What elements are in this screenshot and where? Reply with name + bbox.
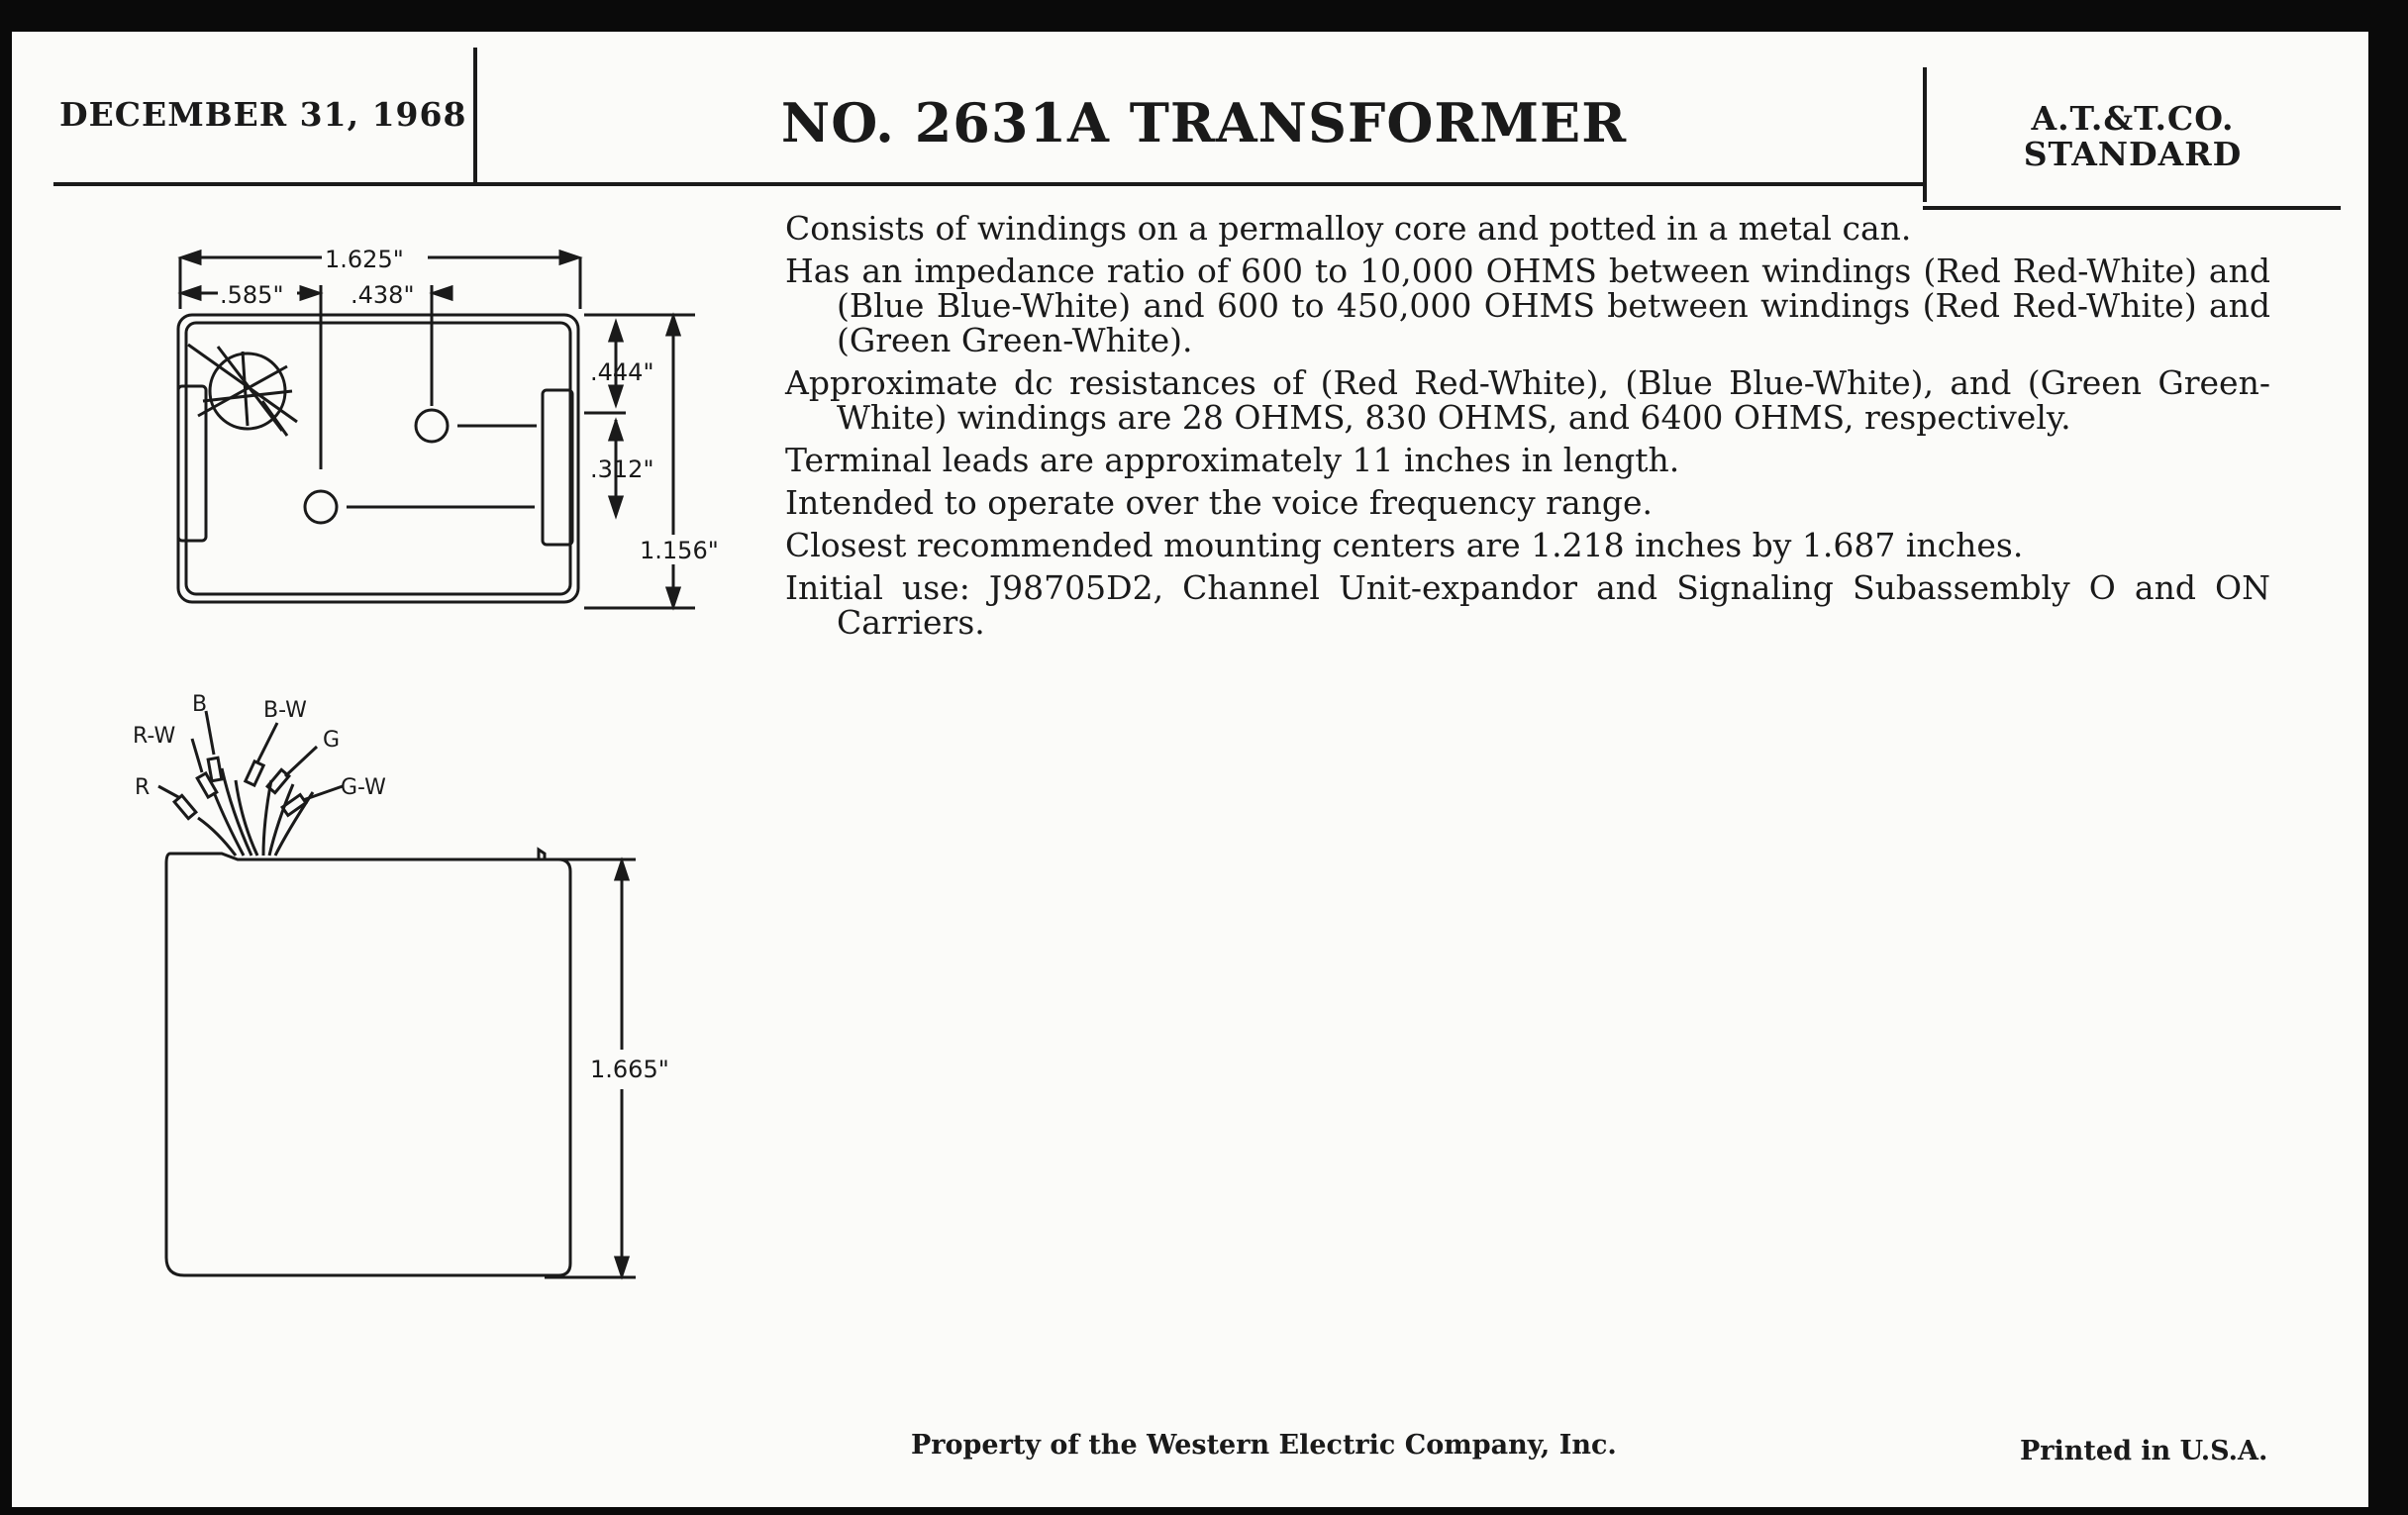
description (785, 211, 2270, 648)
dim-mid-label: .438" (351, 281, 415, 309)
dim-side-height-label: 1.665" (590, 1056, 669, 1083)
lead-label-gw: G-W (341, 775, 386, 800)
dim-width-label: 1.625" (325, 246, 404, 273)
desc-paragraph: Intended to operate over the voice frequency range. (785, 483, 1654, 522)
standard-line-2: STANDARD (2023, 135, 2243, 173)
desc-paragraph: Terminal leads are approximately 11 inches in length. (785, 441, 1680, 479)
standard-line-1: A.T.&T.CO. (2031, 99, 2235, 138)
footer-property: Property of the Western Electric Company, Inc. (911, 1430, 1617, 1461)
header-rule-left (53, 182, 1925, 186)
dim-left-label: .585" (220, 281, 284, 309)
card-edge (2368, 32, 2388, 1507)
lead-label-g: G (323, 728, 341, 753)
desc-paragraph: Closest recommended mounting centers are 1.218 inches by 1.687 inches. (785, 526, 2024, 564)
lead-label-b: B (192, 692, 208, 717)
lead-label-bw: B-W (263, 698, 307, 723)
dim-312-label: .312" (590, 455, 654, 483)
desc-paragraph: Approximate dc resistances of (Red Red-White), (Blue Blue-White), and (Green Green-White) windings are 28 OHMS, 830 OHMS, and 6400 OHMS, respectively. (785, 363, 2270, 437)
top-view-drawing (149, 228, 743, 644)
dim-444-label: .444" (590, 358, 654, 386)
footer-printed: Printed in U.S.A. (2020, 1436, 2268, 1466)
page-title: NO. 2631A TRANSFORMER (780, 91, 1628, 154)
desc-paragraph: Initial use: J98705D2, Channel Unit-expandor and Signaling Subassembly O and ON Carriers. (785, 568, 2270, 642)
header-standard (1925, 101, 2341, 172)
desc-paragraph: Has an impedance ratio of 600 to 10,000 OHMS between windings (Red Red-White) and (Blue Blue-White) and 600 to 450,000 OHMS between windings (Red Red-White) and (Green Green-White). (785, 252, 2270, 359)
desc-paragraph: Consists of windings on a permalloy core and potted in a metal can. (785, 209, 1912, 248)
header-rule-right (1923, 206, 2341, 210)
header-date: DECEMBER 31, 1968 (59, 95, 467, 134)
side-view-drawing (119, 683, 713, 1297)
lead-label-r: R (135, 775, 150, 800)
dim-height-label: 1.156" (640, 537, 719, 564)
lead-label-rw: R-W (133, 724, 176, 749)
header-divider-left (473, 48, 477, 184)
